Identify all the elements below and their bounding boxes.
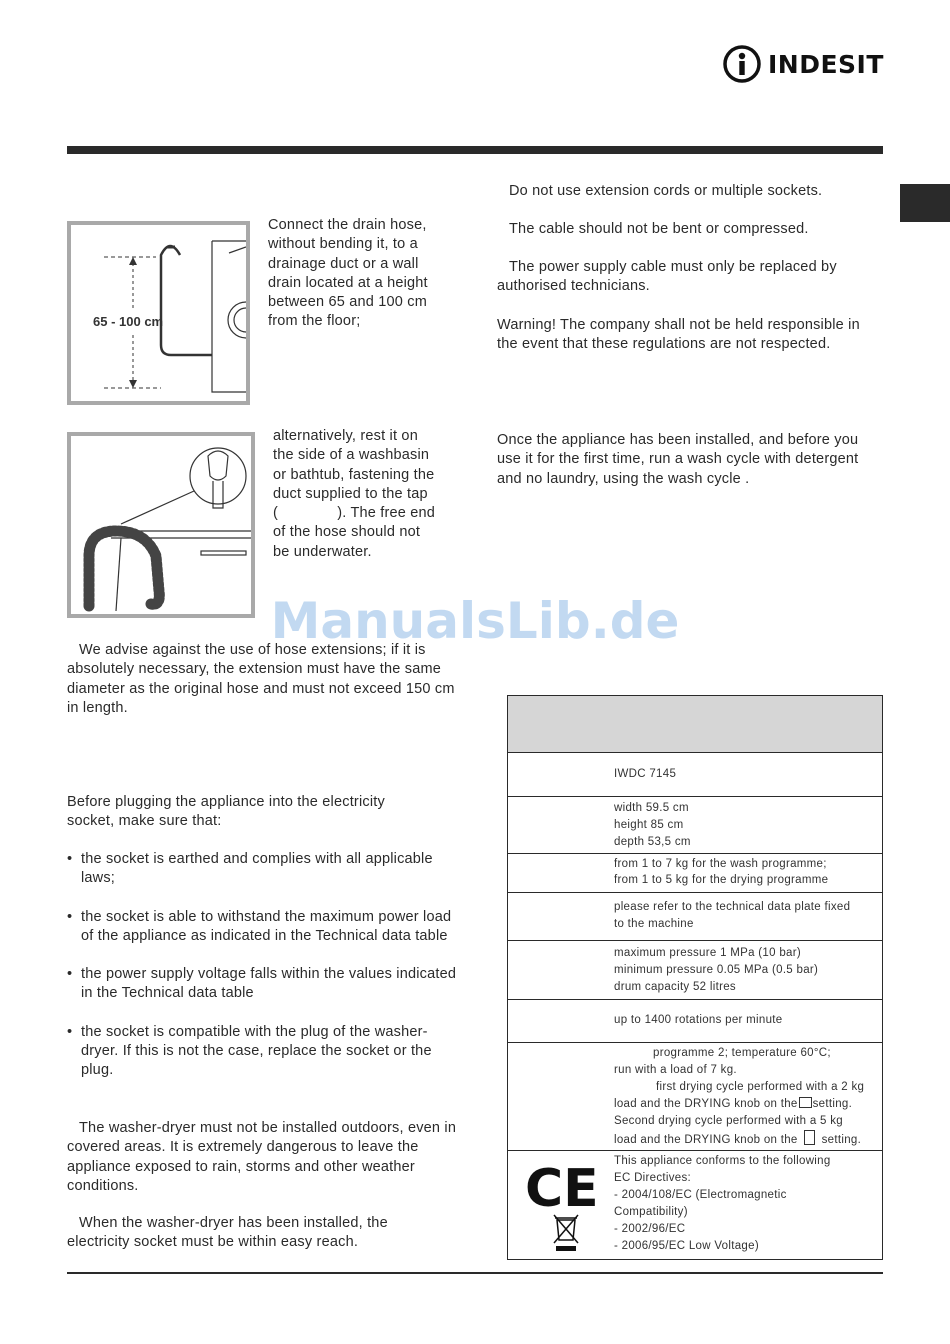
hose-extension-text: We advise against the use of hose extensions; if it is absolutely necessary, the extension must have the same diameter as the original hose and must not exceed 150 cm in length. [67,642,455,716]
drying-setting-icon [804,1130,815,1145]
drain-hose-wall-illustration [71,225,246,401]
test-programme-value: programme 2; temperature 60°C; run with a load of 7 kg. first drying cycle performed with a 2 kg load and the DRYING knob on the setting. Second drying cycle performed with a 5 kg load and the DRYING knob on the setting. [614,1047,865,1146]
water-value: maximum pressure 1 MPa (10 bar) minimum pressure 0.05 MPa (0.5 bar) drum capacity 52 litres [614,947,819,993]
spin-value: up to 1400 rotations per minute [614,1014,783,1026]
watermark: ManualsLib.de [270,592,680,650]
page-side-tab [900,184,950,222]
electrical-value: please refer to the technical data plate fixed to the machine [614,901,851,930]
table-row-water [508,940,882,999]
dimensions-value: width 59.5 cm height 85 cm depth 53,5 cm [614,802,691,848]
capacity-value: from 1 to 7 kg for the wash programme; from 1 to 5 kg for the drying programme [614,858,829,886]
technical-data-table [507,695,883,1260]
outdoors-warning: The washer-dryer must not be installed outdoors, even in covered areas. It is extremely dangerous to leave the appliance exposed to rain, storms and other weather conditions. [67,1120,457,1194]
checklist-item: • the power supply voltage falls within the values indicated in the Technical data table [67,966,457,1002]
table-row-test [508,1042,882,1150]
table-row-electrical [508,892,882,940]
table-row-model [508,752,882,796]
washbasin-line: duct supplied to the tap [273,485,428,502]
warning-text: Warning! The company shall not be held responsible in the event that these regulations are not respected. [497,317,860,353]
cable-replace-text: The power supply cable must only be replaced by authorised technicians. [497,259,837,295]
table-row-capacity [508,853,882,892]
drain-height-label: 65 - 100 cm [93,314,164,329]
checklist-item: • the socket is able to withstand the maximum power load of the appliance as indicated in the Technical data table [67,908,452,944]
washbasin-line: of the hose should not [273,524,421,541]
table-row-dimensions [508,796,882,853]
indesit-logo-icon [722,44,762,84]
washbasin-figure [67,432,255,618]
model-value: IWDC 7145 [614,768,677,780]
logo-text: INDESIT [768,49,884,79]
table-header [508,696,882,752]
washbasin-line: the side of a washbasin [273,447,430,464]
cable-bent-text: The cable should not be bent or compressed. [509,221,809,237]
washbasin-line: be underwater. [273,543,372,560]
checklist-item: • the socket is compatible with the plug of the washer-dryer. If this is not the case, replace the socket or the plug. [67,1023,432,1079]
checklist-item: • the socket is earthed and complies with all applicable laws; [67,851,433,887]
section-rule [67,146,883,154]
electrical-checklist [67,850,459,1100]
electrical-intro: Before plugging the appliance into the electricity socket, make sure that: [67,794,385,830]
table-row-ec [508,1150,882,1259]
washbasin-line: alternatively, rest it on [273,428,418,444]
table-row-spin [508,999,882,1042]
washbasin-line: ( ). The free end [273,505,436,522]
weee-bin-icon [551,1212,581,1252]
footer-rule [67,1272,883,1274]
no-extension-text: Do not use extension cords or multiple sockets. [509,183,823,199]
drying-setting-icon [799,1097,812,1108]
socket-reach-text: When the washer-dryer has been installed, the electricity socket must be within easy reach. [67,1215,388,1251]
ec-directives-value: This appliance conforms to the following EC Directives: - 2004/108/EC (Electromagnetic Compatibility) - 2002/96/EC - 2006/95/EC Low Voltage) [614,1155,831,1252]
ce-weee-marks [525,1154,603,1256]
first-wash-text: Once the appliance has been installed, and before you use it for the first time, run a wash cycle with detergent and no laundry, using the wash cycle . [497,432,859,487]
svg-text:CE: CE [525,1159,599,1219]
brand-logo [722,44,887,84]
washbasin-line: or bathtub, fastening the [273,466,435,483]
washbasin-text [273,427,458,562]
drain-connect-text: Connect the drain hose, without bending it, to a drainage duct or a wall drain located at a height between 65 and 100 cm from the floor; [268,217,428,330]
drain-height-figure [67,221,250,405]
hose-on-washbasin-illustration [71,436,251,614]
